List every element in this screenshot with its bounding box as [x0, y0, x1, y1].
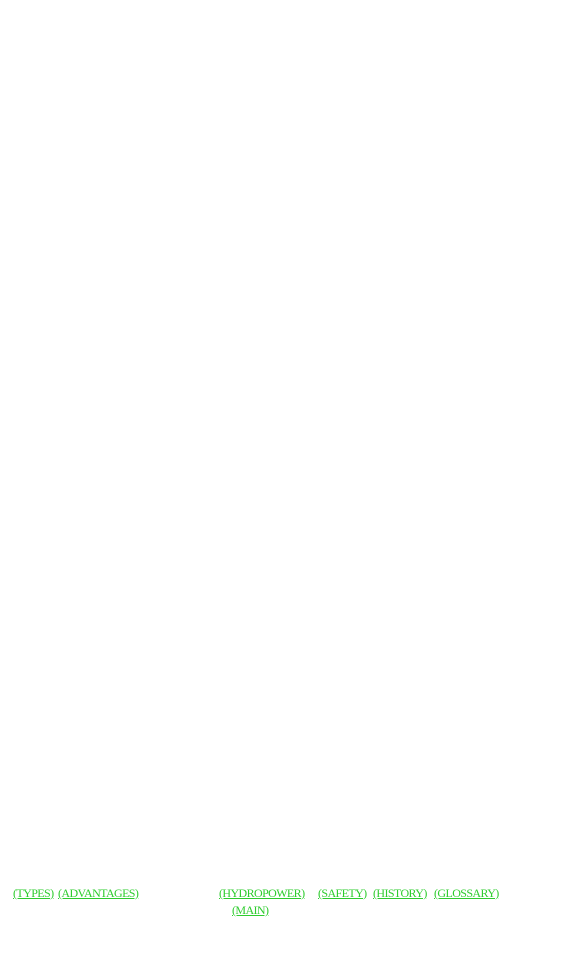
nav-link-history[interactable]: (HISTORY) — [373, 886, 427, 900]
nav-link-advantages[interactable]: (ADVANTAGES) — [58, 886, 139, 900]
nav-link-safety[interactable]: (SAFETY) — [318, 886, 367, 900]
nav-link-main[interactable]: (MAIN) — [232, 903, 269, 917]
nav-link-types[interactable]: (TYPES) — [13, 886, 54, 900]
nav-link-hydropower[interactable]: (HYDROPOWER) — [219, 886, 305, 900]
nav-link-glossary[interactable]: (GLOSSARY) — [434, 886, 499, 900]
